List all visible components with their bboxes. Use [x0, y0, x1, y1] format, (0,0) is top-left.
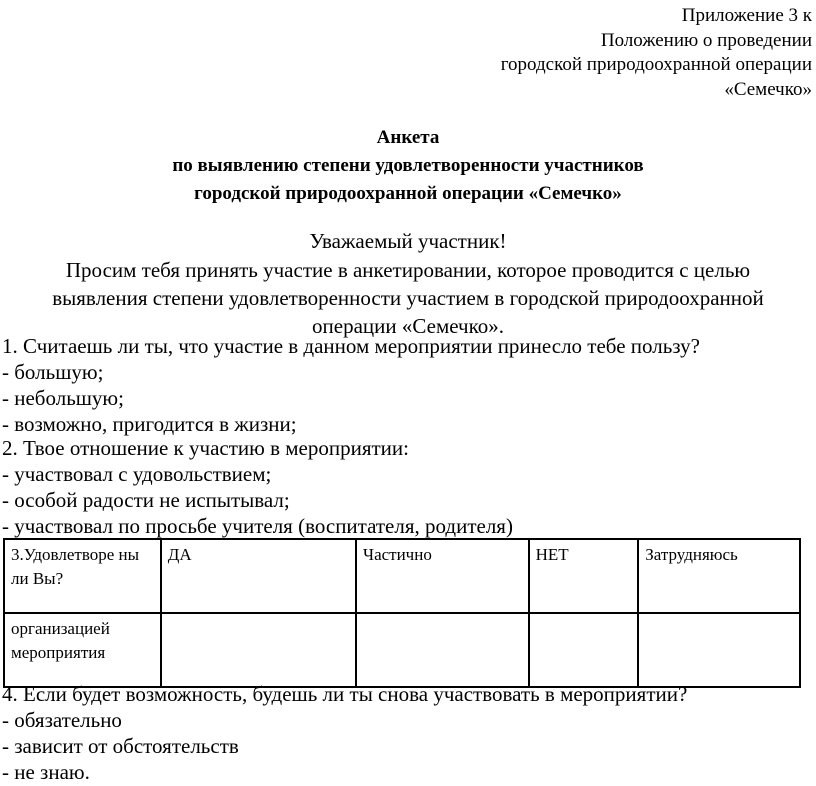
appendix-line: Приложение 3 к: [681, 5, 812, 26]
question-3-table: [3, 538, 801, 688]
answer-option: - зависит от обстоятельств: [2, 734, 239, 758]
title-line: городской природоохранной операции «Семечко»: [194, 183, 622, 204]
answer-option: - возможно, пригодится в жизни;: [2, 412, 297, 436]
table-header-cell: Затрудняюсь: [638, 539, 800, 613]
table-header-cell: НЕТ: [529, 539, 639, 613]
greeting: Уважаемый участник!: [309, 229, 507, 253]
appendix-note: [501, 4, 812, 102]
answer-option: - участвовал по просьбе учителя (воспитателя, родителя): [2, 514, 513, 538]
answer-option: - обязательно: [2, 708, 122, 732]
question-text: 1. Считаешь ли ты, что участие в данном мероприятии принесло тебе пользу?: [2, 334, 700, 358]
appendix-line: Положению о проведении: [600, 29, 812, 51]
question-text: 2. Твое отношение к участию в мероприятии:: [2, 436, 409, 460]
intro-paragraph: [0, 256, 816, 340]
intro-line: операции «Семечко».: [312, 314, 504, 338]
table-cell: организацией мероприятия: [4, 613, 161, 687]
answer-option: - особой радости не испытывал;: [2, 488, 290, 512]
appendix-line: городской природоохранной операции: [500, 54, 812, 75]
question-text: 4. Если будет возможность, будешь ли ты снова участвовать в мероприятии?: [2, 682, 688, 706]
table-header-cell: Частично: [356, 539, 529, 613]
table-header-cell: ДА: [161, 539, 356, 613]
title-line: Анкета: [376, 127, 440, 148]
question-2: [2, 435, 513, 539]
intro-line: Просим тебя принять участие в анкетировании, которое проводится с целью: [65, 258, 751, 282]
document-title: [0, 124, 816, 208]
table-header-cell: 3.Удовлетворе ны ли Вы?: [4, 539, 161, 613]
answer-option: - не знаю.: [2, 760, 90, 784]
table-cell[interactable]: [161, 613, 356, 687]
appendix-line: «Семечко»: [724, 78, 812, 100]
table-cell[interactable]: [638, 613, 800, 687]
table-cell[interactable]: [356, 613, 529, 687]
answer-option: - небольшую;: [2, 386, 124, 410]
table-header-row: [4, 539, 800, 613]
question-4: [2, 681, 687, 785]
table-row: [4, 613, 800, 687]
answer-option: - участвовал с удовольствием;: [2, 462, 272, 486]
answer-option: - большую;: [2, 360, 104, 384]
title-line: по выявлению степени удовлетворенности участников: [172, 155, 644, 176]
table-cell[interactable]: [529, 613, 639, 687]
intro-line: выявления степени удовлетворенности участием в городской природоохранной: [52, 286, 764, 310]
question-1: [2, 333, 700, 437]
